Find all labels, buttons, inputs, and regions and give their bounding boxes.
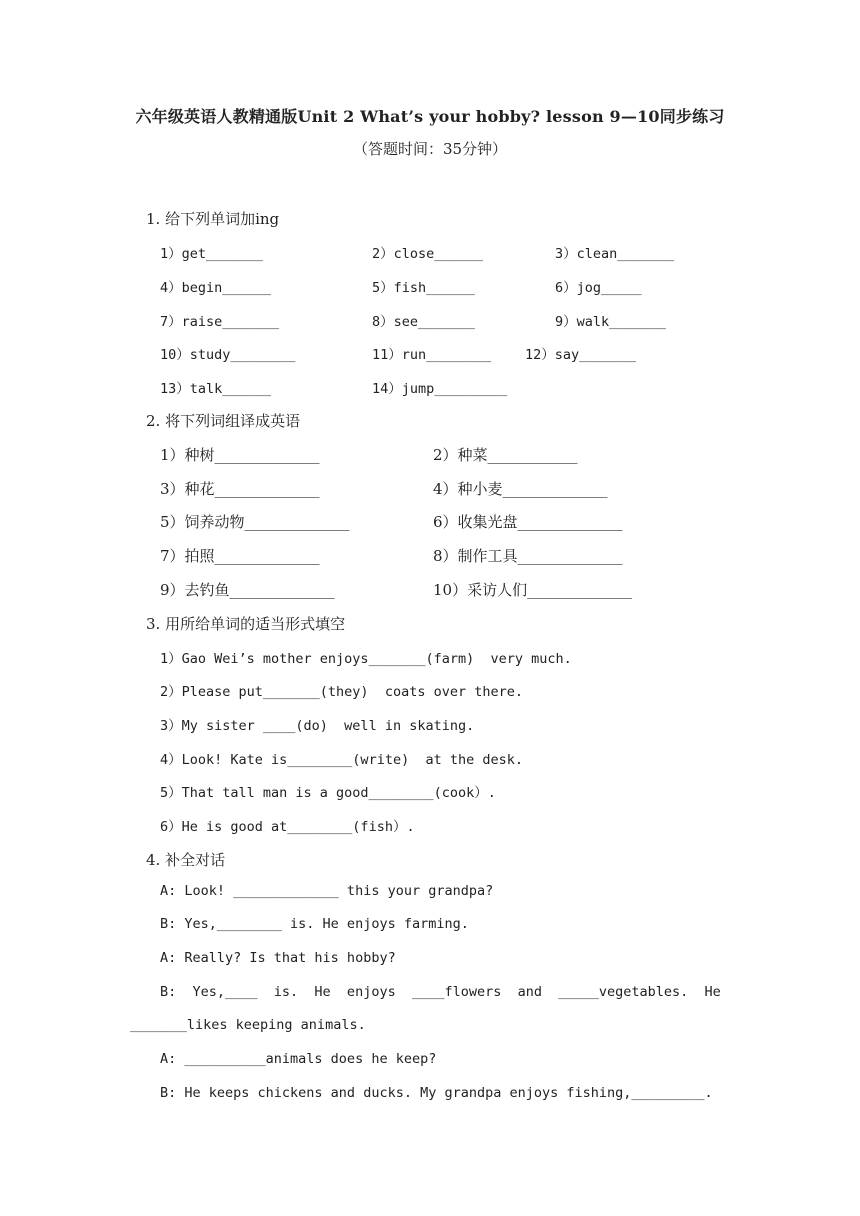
- s2-item: 1）种树______________: [160, 446, 320, 464]
- s2-item: 10）采访人们______________: [433, 581, 633, 599]
- s2-item: 5）饲养动物______________: [160, 513, 350, 531]
- dialogue-line: _______likes keeping animals.: [130, 1017, 366, 1033]
- page-title: 六年级英语人教精通版Unit 2 What’s your hobby? lesson 9—10同步练习: [135, 107, 725, 126]
- s1-item: 11）run________: [372, 347, 492, 363]
- s1-item: 8）see_______: [372, 314, 475, 330]
- s2-item: 2）种菜____________: [433, 446, 578, 464]
- s1-item: 13）talk______: [160, 381, 272, 397]
- s1-item: 9）walk_______: [555, 314, 667, 330]
- s2-item: 7）拍照______________: [160, 547, 320, 565]
- s1-item: 3）clean_______: [555, 246, 675, 262]
- s2-item: 8）制作工具______________: [433, 547, 623, 565]
- s2-item: 6）收集光盘______________: [433, 513, 623, 531]
- s3-item: 6）He is good at________(fish）.: [160, 819, 415, 835]
- section-3-heading: 3. 用所给单词的适当形式填空: [146, 615, 346, 633]
- s2-item: 4）种小麦______________: [433, 480, 608, 498]
- s2-item: 9）去钓鱼______________: [160, 581, 335, 599]
- s3-item: 2）Please put_______(they) coats over there.: [160, 684, 523, 700]
- s3-item: 3）My sister ____(do) well in skating.: [160, 718, 475, 734]
- s1-item: 10）study________: [160, 347, 296, 363]
- dialogue-line: A: Really? Is that his hobby?: [160, 950, 396, 966]
- s1-item: 6）jog_____: [555, 280, 642, 296]
- s3-item: 1）Gao Wei’s mother enjoys_______(farm) very much.: [160, 651, 572, 667]
- section-2-heading: 2. 将下列词组译成英语: [146, 412, 301, 430]
- s1-item: 2）close______: [372, 246, 484, 262]
- time-note: （答题时间：35分钟）: [352, 140, 508, 158]
- s1-item: 4）begin______: [160, 280, 272, 296]
- section-1-heading: 1. 给下列单词加ing: [146, 210, 280, 228]
- s1-item: 7）raise_______: [160, 314, 280, 330]
- s3-item: 5）That tall man is a good________(cook）.: [160, 785, 496, 801]
- dialogue-line: B: Yes,________ is. He enjoys farming.: [160, 916, 469, 932]
- s1-item: 14）jump_________: [372, 381, 508, 397]
- s1-item: 1）get_______: [160, 246, 263, 262]
- dialogue-line: B: Yes,____ is. He enjoys ____flowers and _____vegetables. He: [160, 984, 721, 1000]
- s1-item: 5）fish______: [372, 280, 475, 296]
- dialogue-line: A: Look! _____________ this your grandpa?: [160, 883, 494, 899]
- section-4-heading: 4. 补全对话: [146, 851, 226, 869]
- s3-item: 4）Look! Kate is________(write) at the desk.: [160, 752, 523, 768]
- dialogue-line: A: __________animals does he keep?: [160, 1051, 437, 1067]
- s2-item: 3）种花______________: [160, 480, 320, 498]
- dialogue-line: B: He keeps chickens and ducks. My grandpa enjoys fishing,_________.: [160, 1085, 713, 1101]
- s1-item: 12）say_______: [525, 347, 637, 363]
